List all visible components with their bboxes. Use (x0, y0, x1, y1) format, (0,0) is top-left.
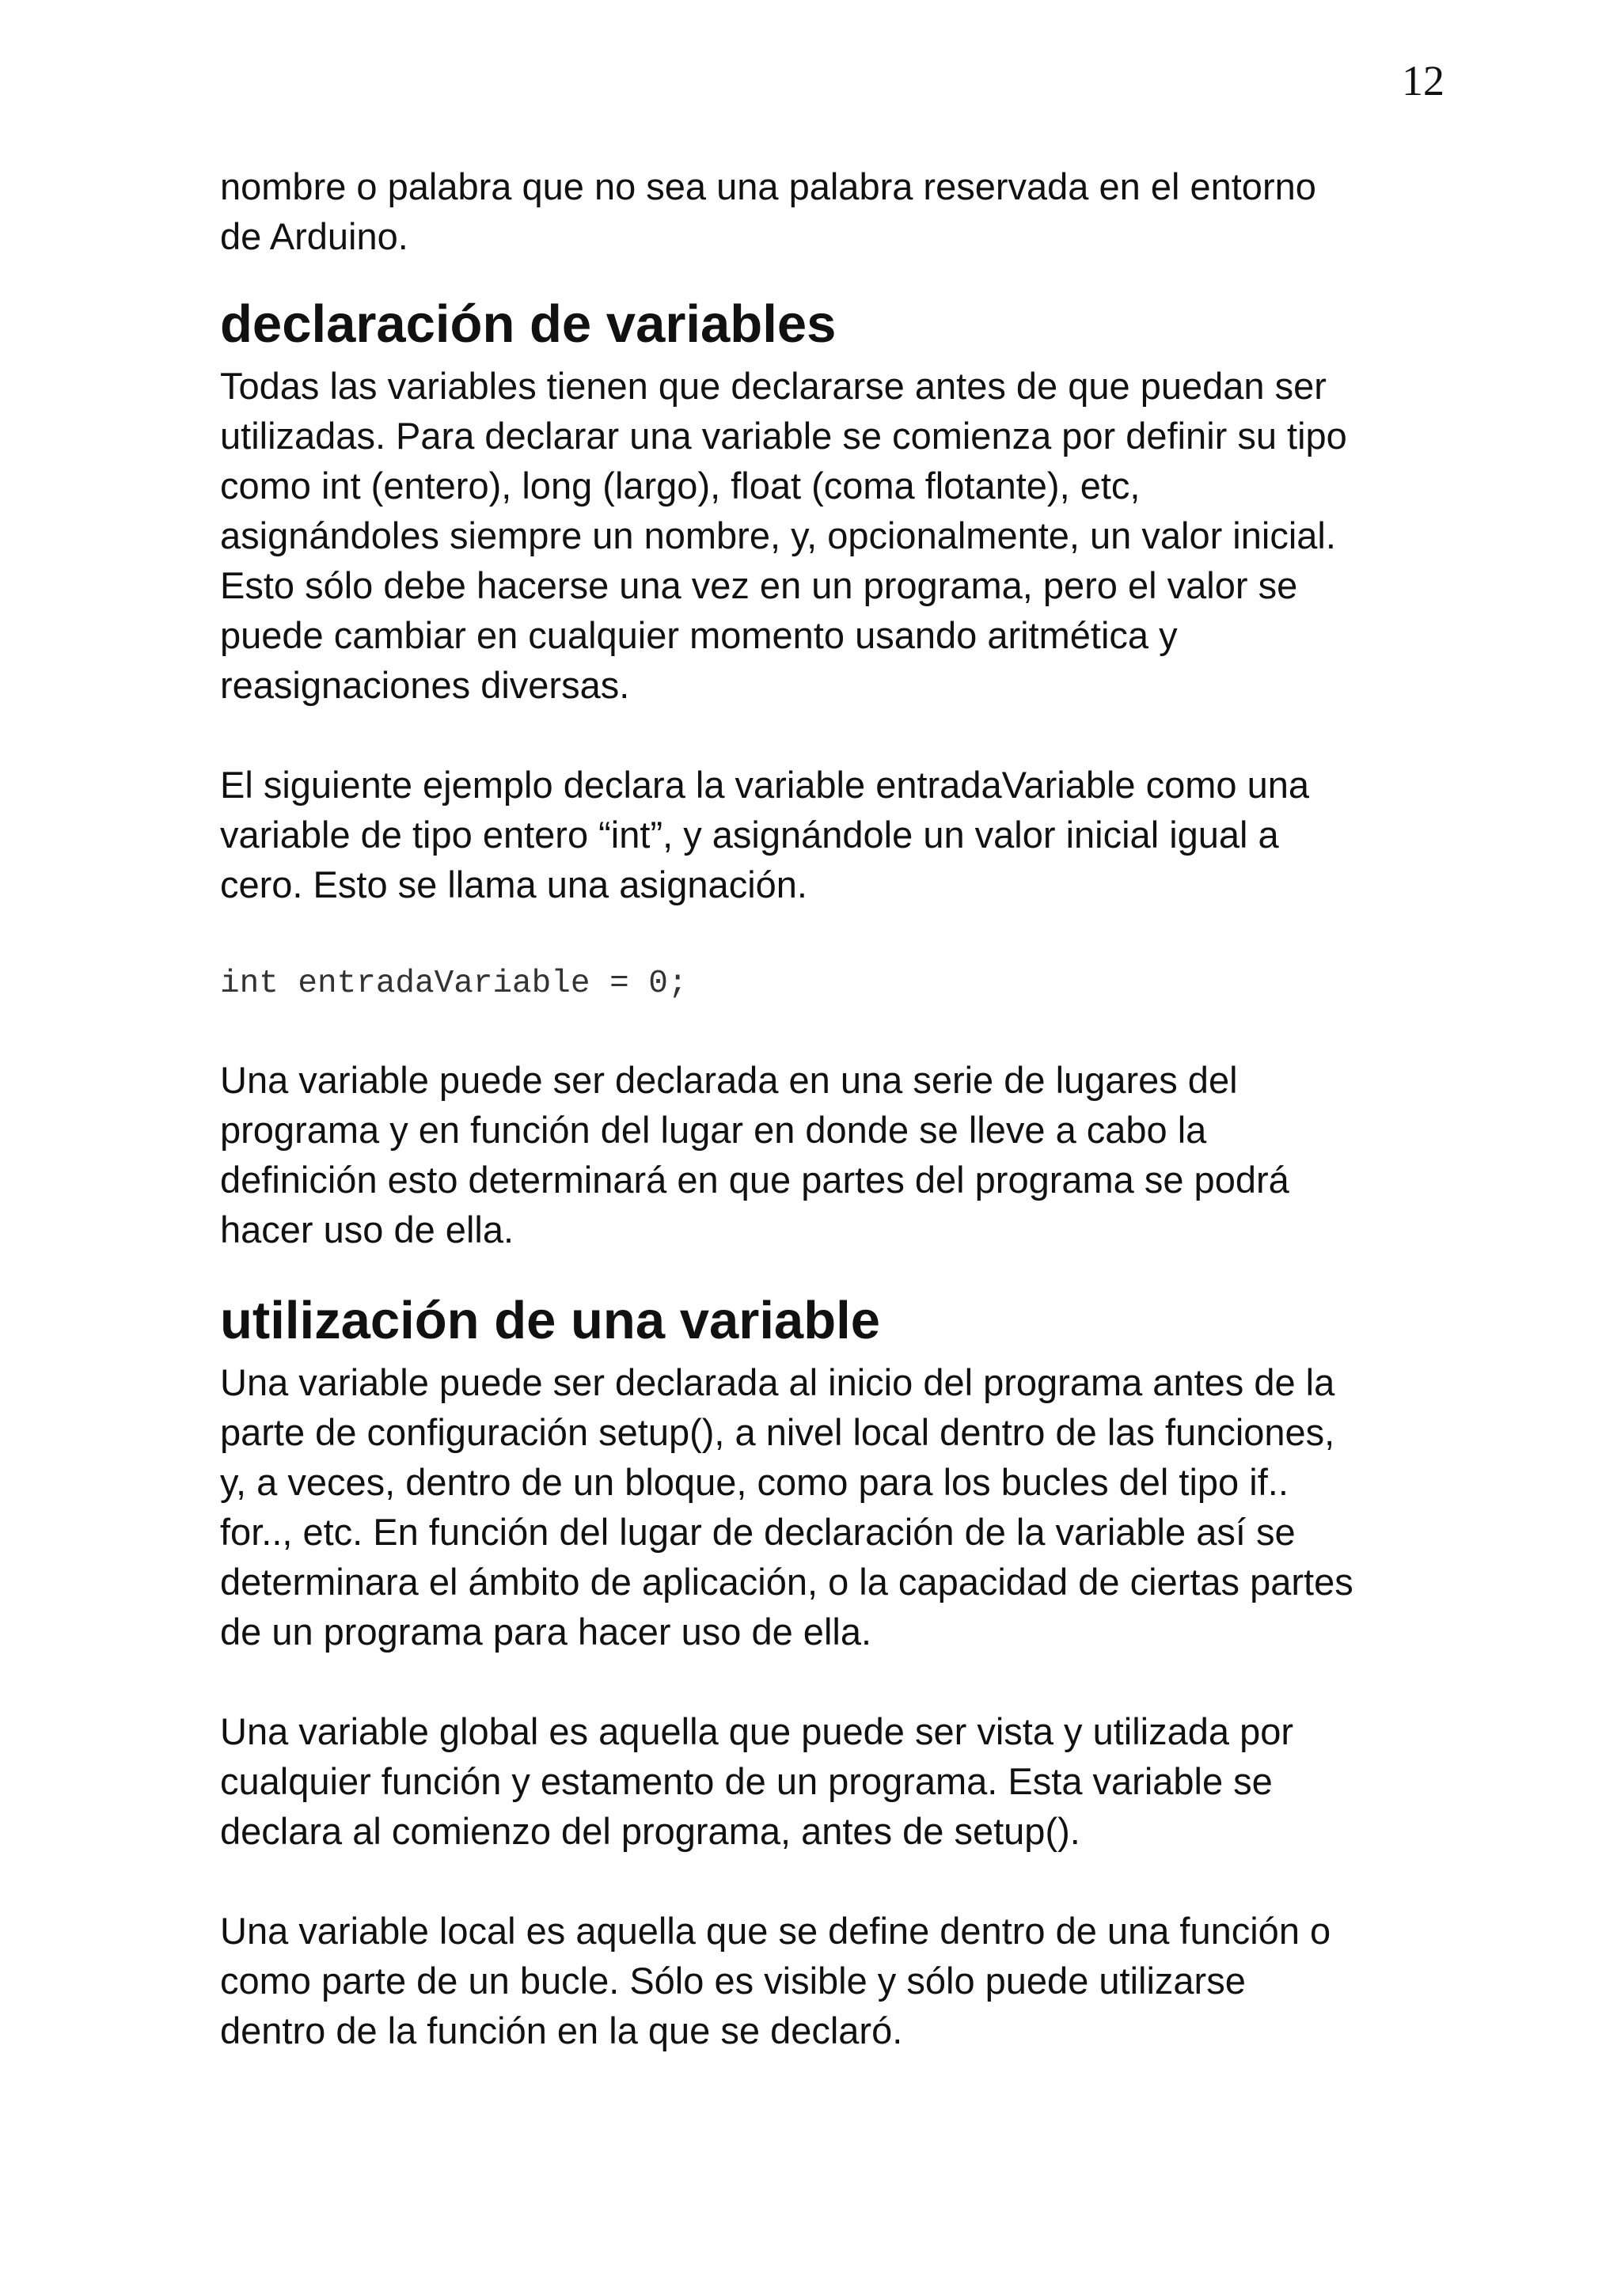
text-line: asignándoles siempre un nombre, y, opcionalmente, un valor inicial. (220, 514, 1336, 556)
text-line: El siguiente ejemplo declara la variable entradaVariable como una (220, 764, 1310, 806)
text-line: de Arduino. (220, 215, 408, 257)
text-line: de un programa para hacer uso de ella. (220, 1611, 872, 1653)
section1-paragraph3 (220, 1055, 1423, 1254)
text-line: dentro de la función en la que se declaró. (220, 2009, 903, 2051)
text-line: reasignaciones diversas. (220, 664, 630, 706)
intro-paragraph (220, 161, 1423, 261)
text-line: como parte de un bucle. Sólo es visible y sólo puede utilizarse (220, 1960, 1246, 2002)
section-heading-utilizacion: utilización de una variable (220, 1291, 880, 1350)
section2-paragraph1 (220, 1357, 1423, 1657)
text-line: Una variable puede ser declarada al inicio del programa antes de la (220, 1361, 1335, 1403)
text-line: hacer uso de ella. (220, 1209, 514, 1250)
section1-paragraph1 (220, 361, 1423, 710)
text-line: utilizadas. Para declarar una variable se comienza por definir su tipo (220, 415, 1347, 457)
section-heading-declaracion: declaración de variables (220, 294, 837, 354)
text-line: Una variable global es aquella que puede ser vista y utilizada por (220, 1710, 1294, 1752)
text-line: y, a veces, dentro de un bloque, como para los bucles del tipo if.. (220, 1461, 1289, 1503)
text-line: Todas las variables tienen que declararse antes de que puedan ser (220, 365, 1327, 407)
text-line: cualquier función y estamento de un programa. Esta variable se (220, 1760, 1273, 1802)
text-line: Esto sólo debe hacerse una vez en un programa, pero el valor se (220, 564, 1298, 606)
section2-paragraph3 (220, 1906, 1423, 2055)
text-line: programa y en función del lugar en donde se lleve a cabo la (220, 1109, 1207, 1151)
section2-paragraph2 (220, 1706, 1423, 1856)
code-example: int entradaVariable = 0; (220, 966, 688, 1002)
text-line: declara al comienzo del programa, antes de setup(). (220, 1810, 1080, 1852)
text-line: Una variable puede ser declarada en una serie de lugares del (220, 1059, 1238, 1101)
text-line: definición esto determinará en que partes del programa se podrá (220, 1159, 1289, 1201)
text-line: parte de configuración setup(), a nivel local dentro de las funciones, (220, 1411, 1335, 1453)
page-content (220, 161, 1423, 2055)
text-line: cero. Esto se llama una asignación. (220, 863, 807, 905)
page-number: 12 (1402, 57, 1444, 104)
text-line: Una variable local es aquella que se define dentro de una función o (220, 1910, 1331, 1952)
text-line: como int (entero), long (largo), float (coma flotante), etc, (220, 465, 1141, 507)
text-line: puede cambiar en cualquier momento usando aritmética y (220, 614, 1178, 656)
section1-paragraph2 (220, 760, 1423, 909)
text-line: for.., etc. En función del lugar de declaración de la variable así se (220, 1511, 1296, 1553)
text-line: nombre o palabra que no sea una palabra reservada en el entorno (220, 165, 1316, 207)
text-line: variable de tipo entero “int”, y asignándole un valor inicial igual a (220, 814, 1279, 856)
text-line: determinara el ámbito de aplicación, o la capacidad de ciertas partes (220, 1561, 1353, 1603)
